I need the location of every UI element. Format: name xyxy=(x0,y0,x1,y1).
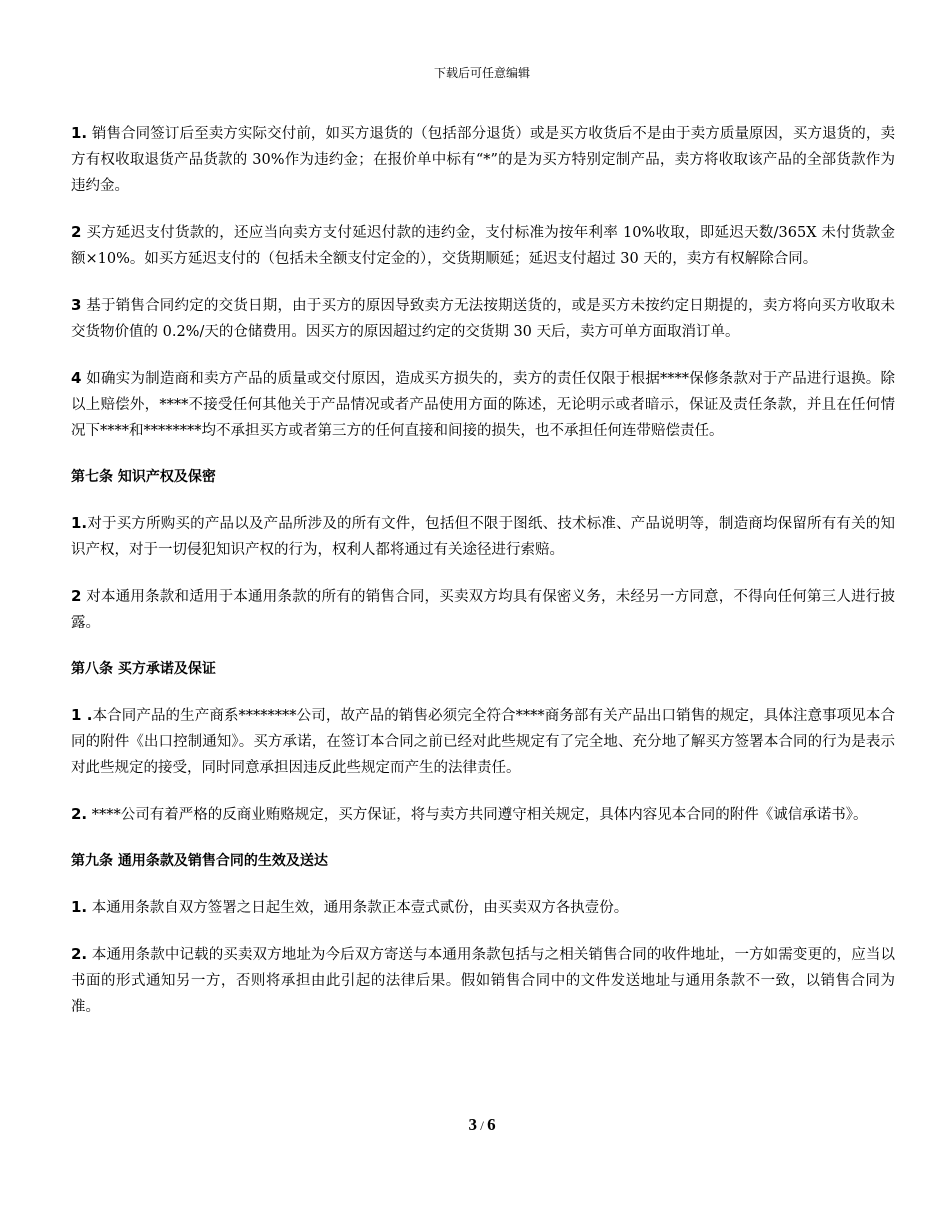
clause-text: 对于买方所购买的产品以及产品所涉及的所有文件，包括但不限于图纸、技术标准、产品说明等，制造商均保留所有有关的知识产权，对于一切侵犯知识产权的行为，权利人都将通过有关途径进行索赔。 xyxy=(71,516,895,558)
clause-paragraph xyxy=(71,583,895,636)
clause-number: 1. xyxy=(71,898,88,916)
clause-number: 1 . xyxy=(71,706,93,724)
clause-paragraph xyxy=(71,365,895,444)
clause-paragraph xyxy=(71,120,895,199)
clause-number: 2 xyxy=(71,223,82,241)
clause-paragraph xyxy=(71,219,895,272)
clause-number: 2. xyxy=(71,805,88,823)
clause-number: 1. xyxy=(71,514,88,532)
clause-text: ****公司有着严格的反商业贿赂规定，买方保证，将与卖方共同遵守相关规定，具体内容见本合同的附件《诚信承诺书》。 xyxy=(87,807,868,823)
article-9-heading: 第九条 通用条款及销售合同的生效及送达 xyxy=(71,853,328,869)
clause-paragraph xyxy=(71,894,895,921)
clause-paragraph xyxy=(71,801,895,828)
article-7-heading: 第七条 知识产权及保密 xyxy=(71,469,216,485)
clause-text: 本通用条款自双方签署之日起生效，通用条款正本壹式贰份，由买卖双方各执壹份。 xyxy=(87,900,629,916)
document-body xyxy=(71,120,895,1020)
page-current: 3 xyxy=(468,1115,477,1134)
clause-text: 对本通用条款和适用于本通用条款的所有的销售合同，买卖双方均具有保密义务，未经另一方同意，不得向任何第三人进行披露。 xyxy=(71,589,895,631)
clause-text: 如确实为制造商和卖方产品的质量或交付原因，造成买方损失的，卖方的责任仅限于根据****保修条款对于产品进行退换。除以上赔偿外，****不接受任何其他关于产品情况或者产品使用方面的陈述，无论明示或者暗示，保证及责任条款，并且在任何情况下****和********均不承担买方或者第三方的任何直接和间接的损失，也不承担任何连带赔偿责任。 xyxy=(71,371,895,439)
clause-text: 本合同产品的生产商系********公司，故产品的销售必须完全符合****商务部有关产品出口销售的规定，具体注意事项见本合同的附件《出口控制通知》。买方承诺，在签订本合同之前已经对此些规定有了完全地、充分地了解买方签署本合同的行为是表示对此些规定的接受，同时同意承担因违反此些规定而产生的法律责任。 xyxy=(71,708,896,776)
page-header-text: 下载后可任意编辑 xyxy=(433,66,530,80)
clause-number: 2 xyxy=(71,587,82,605)
clause-number: 3 xyxy=(71,296,82,314)
clause-number: 4 xyxy=(71,369,82,387)
article-8-heading: 第八条 买方承诺及保证 xyxy=(71,661,216,677)
clause-paragraph xyxy=(71,941,895,1020)
clause-text: 销售合同签订后至卖方实际交付前，如买方退货的（包括部分退货）或是买方收货后不是由于卖方质量原因，买方退货的，卖方有权收取退货产品货款的 30%作为违约金；在报价单中标有“*”的是为买方特别定制产品，卖方将收取该产品的全部货款作为违约金。 xyxy=(71,126,895,194)
clause-text: 基于销售合同约定的交货日期，由于买方的原因导致卖方无法按期送货的，或是买方未按约定日期提的，卖方将向买方收取未交货物价值的 0.2%/天的仓储费用。因买方的原因超过约定的交货期 30 天后，卖方可单方面取消订单。 xyxy=(71,298,895,340)
clause-paragraph xyxy=(71,292,895,345)
clause-text: 本通用条款中记载的买卖双方地址为今后双方寄送与本通用条款包括与之相关销售合同的收件地址，一方如需变更的，应当以书面的形式通知另一方，否则将承担由此引起的法律后果。假如销售合同中的文件发送地址与通用条款不一致，以销售合同为准。 xyxy=(71,947,895,1015)
clause-number: 1. xyxy=(71,124,88,142)
clause-paragraph xyxy=(71,702,895,781)
page-number xyxy=(0,1114,950,1137)
clause-text: 买方延迟支付货款的，还应当向卖方支付延迟付款的违约金，支付标准为按年利率 10%收取，即延迟天数/365X 未付货款金额×10%。如买方延迟支付的（包括未全额支付定金的），交货期顺延；延迟支付超过 30 天的，卖方有权解除合同。 xyxy=(71,225,895,267)
page-header xyxy=(0,65,950,81)
page-separator: / xyxy=(476,1118,488,1133)
clause-number: 2. xyxy=(71,945,88,963)
clause-paragraph xyxy=(71,510,895,563)
page-total: 6 xyxy=(487,1115,496,1134)
